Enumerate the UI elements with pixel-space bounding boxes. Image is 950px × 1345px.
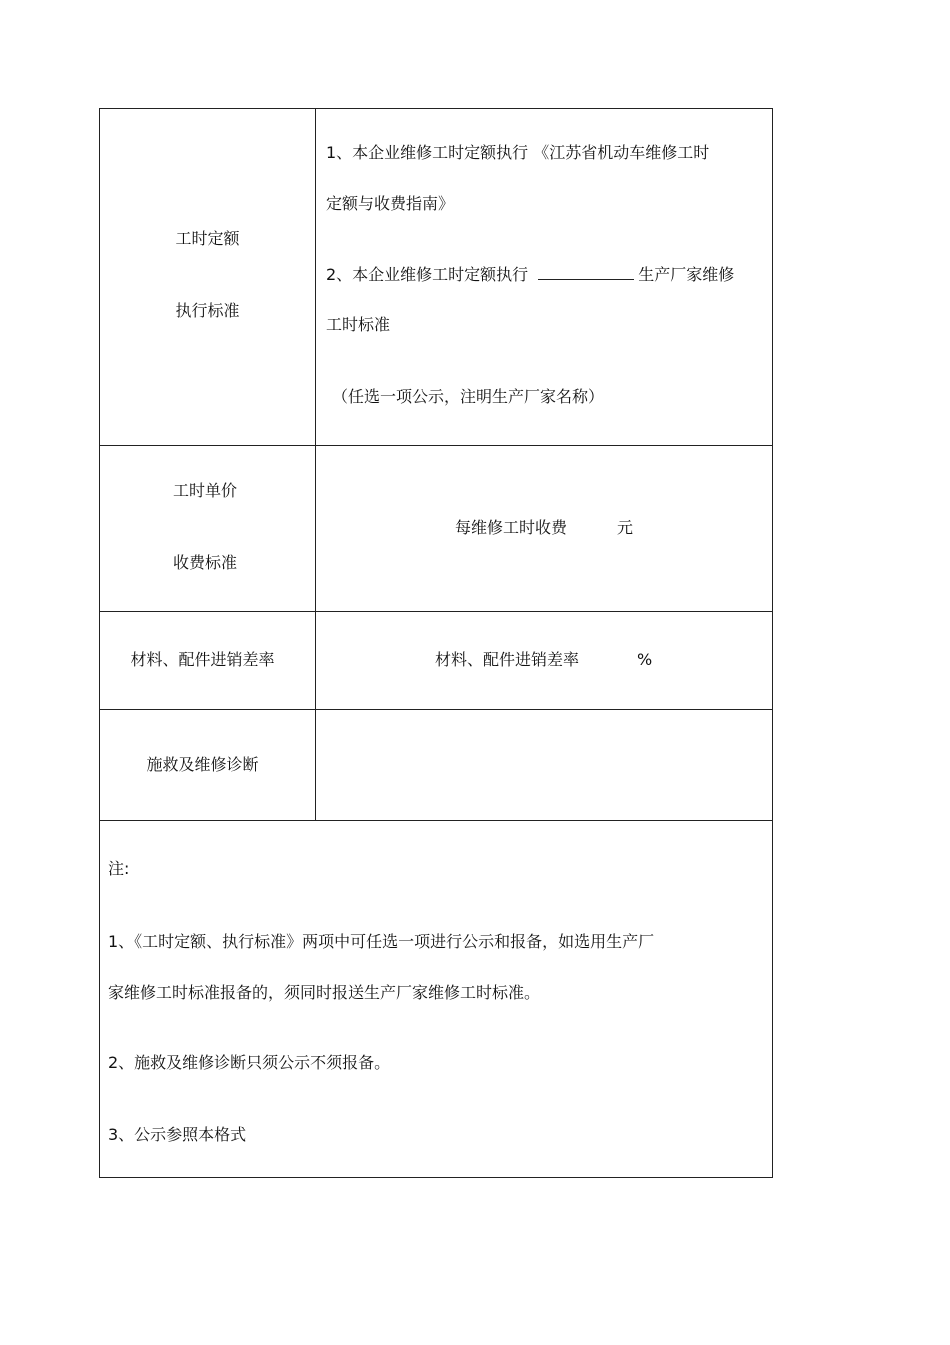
labor-quota-item2-suffix: 生产厂家维修 [638, 265, 735, 284]
notes-item2: 2、施救及维修诊断只须公示不须报备。 [108, 1053, 391, 1072]
labor-quota-item2-line1 [326, 265, 734, 285]
row-divider [100, 445, 772, 446]
labor-quota-note: （任选一项公示，注明生产厂家名称） [332, 387, 605, 406]
labor-quota-item1-line1: 1、本企业维修工时定额执行 《江苏省机动车维修工时 [326, 143, 710, 162]
markup-unit: % [637, 650, 653, 669]
unit-price-label-line1: 工时单价 [172, 481, 237, 500]
labor-quota-item2-line2: 工时标准 [326, 315, 391, 334]
labor-quota-item2-prefix: 2、本企业维修工时定额执行 [326, 265, 529, 284]
row-divider [100, 820, 772, 821]
rescue-label: 施救及维修诊断 [146, 755, 259, 774]
markup-label: 材料、配件进销差率 [130, 650, 275, 669]
labor-quota-label-line2: 执行标准 [175, 301, 240, 320]
labor-quota-label-line1: 工时定额 [175, 229, 240, 248]
row-divider [100, 611, 772, 612]
notes-item1-line2: 家维修工时标准报备的，须同时报送生产厂家维修工时标准。 [108, 983, 541, 1002]
public-notice-table [99, 108, 773, 1178]
notes-item3: 3、公示参照本格式 [108, 1125, 247, 1144]
labor-quota-item1-line2: 定额与收费指南》 [326, 194, 455, 213]
row-divider [100, 709, 772, 710]
unit-price-content: 每维修工时收费 [455, 518, 568, 537]
manufacturer-blank [538, 265, 634, 280]
column-divider [315, 109, 316, 820]
notes-title: 注: [108, 859, 130, 878]
unit-price-label-line2: 收费标准 [172, 553, 237, 572]
markup-content: 材料、配件进销差率 [435, 650, 580, 669]
notes-item1-line1: 1、《工时定额、执行标准》两项中可任选一项进行公示和报备，如选用生产厂 [108, 932, 655, 951]
unit-price-unit: 元 [617, 518, 634, 537]
